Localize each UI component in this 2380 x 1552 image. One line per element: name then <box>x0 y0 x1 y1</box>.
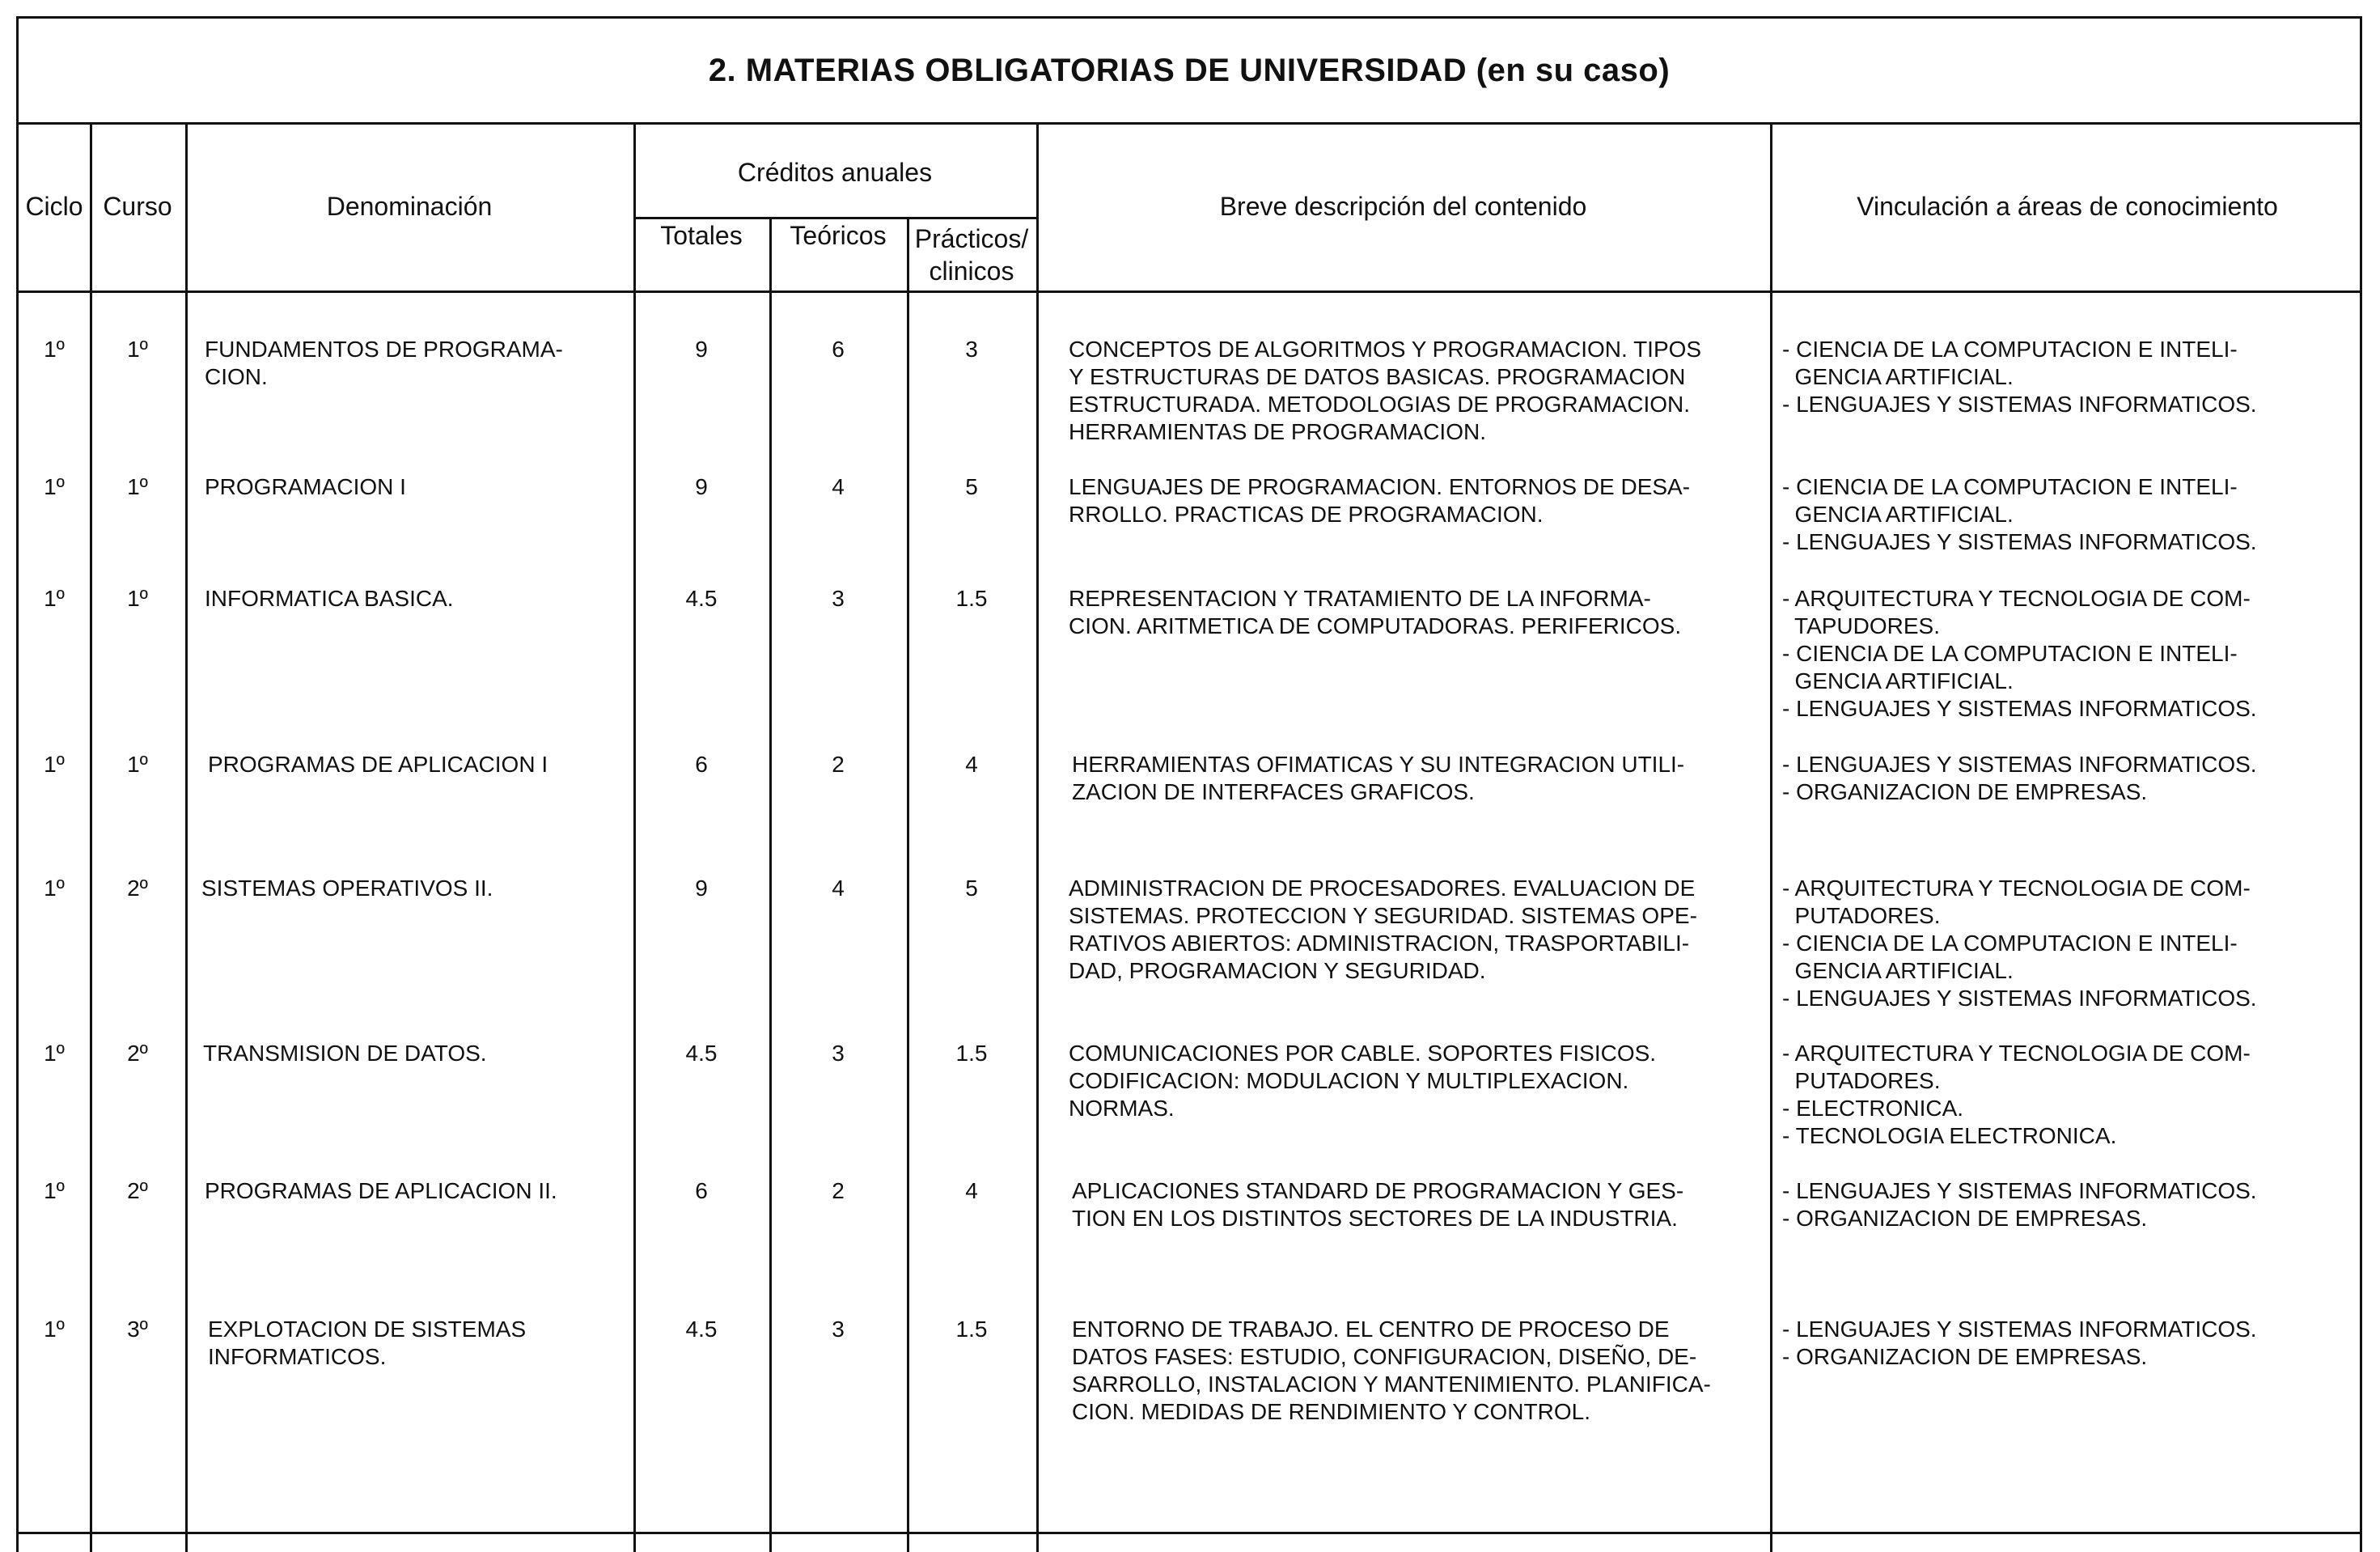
cell-denominacion: SISTEMAS OPERATIVOS II. <box>201 876 493 901</box>
cell-teoricos: 3 <box>832 1041 845 1066</box>
cell-denominacion: INFORMATICA BASICA. <box>205 586 454 611</box>
cell-teoricos: 3 <box>832 1317 845 1342</box>
cell-teoricos: 4 <box>832 474 845 499</box>
cell-descripcion: ADMINISTRACION DE PROCESADORES. EVALUACION DE SISTEMAS. PROTECCION Y SEGURIDAD. SISTEMAS OPE- RATIVOS ABIERTOS: ADMINISTRACION, TRASPORTABILI- DAD, PROGRAMACION Y SEGURIDAD. <box>1069 876 1697 983</box>
cell-ciclo: 1º <box>44 876 65 901</box>
cell-vinculacion: - LENGUAJES Y SISTEMAS INFORMATICOS. - ORGANIZACION DE EMPRESAS. <box>1782 1317 2257 1369</box>
subjects-table <box>16 16 2362 1552</box>
cell-descripcion: CONCEPTOS DE ALGORITMOS Y PROGRAMACION. TIPOS Y ESTRUCTURAS DE DATOS BASICAS. PROGRAMACION ESTRUCTURADA. METODOLOGIAS DE PROGRAMACION. HERRAMIENTAS DE PROGRAMACION. <box>1069 337 1702 444</box>
cell-teoricos: 6 <box>832 337 845 362</box>
cell-curso: 1º <box>127 337 148 362</box>
cell-ciclo: 1º <box>44 752 65 777</box>
cell-practicos: 5 <box>965 876 978 901</box>
header-totales: Totales <box>660 221 743 250</box>
cell-descripcion: REPRESENTACION Y TRATAMIENTO DE LA INFORMA- CION. ARITMETICA DE COMPUTADORAS. PERIFERICOS. <box>1069 586 1682 638</box>
col-divider <box>185 122 188 1552</box>
cell-curso: 2º <box>127 1041 148 1066</box>
cell-vinculacion: - CIENCIA DE LA COMPUTACION E INTELI- GENCIA ARTIFICIAL. - LENGUAJES Y SISTEMAS INFORMATICOS. <box>1782 337 2257 417</box>
cell-curso: 2º <box>127 1178 148 1203</box>
cell-totales: 4.5 <box>685 1041 718 1066</box>
cell-totales: 4.5 <box>685 586 718 611</box>
cell-curso: 1º <box>127 752 148 777</box>
cell-teoricos: 2 <box>832 1178 845 1203</box>
header-bottom-divider <box>19 290 2360 293</box>
cell-ciclo: 1º <box>44 337 65 362</box>
header-curso: Curso <box>103 192 172 221</box>
cell-denominacion: EXPLOTACION DE SISTEMAS INFORMATICOS. <box>208 1317 527 1369</box>
cell-denominacion: PROGRAMAS DE APLICACION I <box>208 752 548 777</box>
header-vinculacion: Vinculación a áreas de conocimiento <box>1857 192 2278 221</box>
cell-practicos: 5 <box>965 474 978 499</box>
cell-descripcion: ENTORNO DE TRABAJO. EL CENTRO DE PROCESO DE DATOS FASES: ESTUDIO, CONFIGURACION, DISEÑO, DE- SARROLLO, INSTALACION Y MANTENIMIENTO. PLANIFICA- CION. MEDIDAS DE RENDIMIENTO Y CONTROL. <box>1072 1317 1711 1424</box>
header-denominacion: Denominación <box>326 192 493 221</box>
col-divider <box>1770 122 1772 1552</box>
cell-curso: 1º <box>127 586 148 611</box>
cell-vinculacion: - LENGUAJES Y SISTEMAS INFORMATICOS. - ORGANIZACION DE EMPRESAS. <box>1782 752 2257 804</box>
table-title-bar <box>19 19 2360 125</box>
cell-curso: 3º <box>127 1317 148 1342</box>
cell-curso: 2º <box>127 876 148 901</box>
table-title: 2. MATERIAS OBLIGATORIAS DE UNIVERSIDAD (en su caso) <box>708 52 1671 88</box>
cell-ciclo: 1º <box>44 1041 65 1066</box>
cell-ciclo: 1º <box>44 1317 65 1342</box>
cell-vinculacion: - ARQUITECTURA Y TECNOLOGIA DE COM- PUTADORES. - ELECTRONICA. - TECNOLOGIA ELECTRONICA. <box>1782 1041 2251 1148</box>
cell-practicos: 4 <box>965 1178 978 1203</box>
cell-denominacion: TRANSMISION DE DATOS. <box>203 1041 487 1066</box>
cell-practicos: 3 <box>965 337 978 362</box>
cell-totales: 6 <box>695 752 708 777</box>
cell-ciclo: 1º <box>44 586 65 611</box>
header-teoricos: Teóricos <box>790 221 887 250</box>
cell-practicos: 4 <box>965 752 978 777</box>
cell-denominacion: PROGRAMACION I <box>205 474 406 499</box>
cell-totales: 9 <box>695 337 708 362</box>
cell-practicos: 1.5 <box>955 1041 988 1066</box>
cell-descripcion: HERRAMIENTAS OFIMATICAS Y SU INTEGRACION UTILI- ZACION DE INTERFACES GRAFICOS. <box>1072 752 1685 804</box>
cell-vinculacion: - CIENCIA DE LA COMPUTACION E INTELI- GENCIA ARTIFICIAL. - LENGUAJES Y SISTEMAS INFORMATICOS. <box>1782 474 2257 554</box>
cell-teoricos: 3 <box>832 586 845 611</box>
col-divider <box>1036 122 1039 1552</box>
cell-totales: 9 <box>695 876 708 901</box>
cell-totales: 9 <box>695 474 708 499</box>
cell-denominacion: FUNDAMENTOS DE PROGRAMA- CION. <box>205 337 563 389</box>
cell-descripcion: APLICACIONES STANDARD DE PROGRAMACION Y GES- TION EN LOS DISTINTOS SECTORES DE LA INDUSTRIA. <box>1072 1178 1684 1231</box>
cell-vinculacion: - ARQUITECTURA Y TECNOLOGIA DE COM- PUTADORES. - CIENCIA DE LA COMPUTACION E INTELI- GENCIA ARTIFICIAL. - LENGUAJES Y SISTEMAS INFORMATICOS. <box>1782 876 2257 1011</box>
cell-vinculacion: - ARQUITECTURA Y TECNOLOGIA DE COM- TAPUDORES. - CIENCIA DE LA COMPUTACION E INTELI- GENCIA ARTIFICIAL. - LENGUAJES Y SISTEMAS INFORMATICOS. <box>1782 586 2257 721</box>
cell-ciclo: 1º <box>44 1178 65 1203</box>
header-practicos: Prácticos/ clinicos <box>914 224 1029 286</box>
cell-practicos: 1.5 <box>955 1317 988 1342</box>
header-ciclo: Ciclo <box>25 192 83 221</box>
cell-descripcion: COMUNICACIONES POR CABLE. SOPORTES FISICOS. CODIFICACION: MODULACION Y MULTIPLEXACION. NORMAS. <box>1069 1041 1657 1121</box>
cell-curso: 1º <box>127 474 148 499</box>
cell-practicos: 1.5 <box>955 586 988 611</box>
header-descripcion: Breve descripción del contenido <box>1219 192 1587 221</box>
cell-teoricos: 4 <box>832 876 845 901</box>
cell-vinculacion: - LENGUAJES Y SISTEMAS INFORMATICOS. - ORGANIZACION DE EMPRESAS. <box>1782 1178 2257 1231</box>
cell-denominacion: PROGRAMAS DE APLICACION II. <box>205 1178 557 1203</box>
cell-teoricos: 2 <box>832 752 845 777</box>
cell-descripcion: LENGUAJES DE PROGRAMACION. ENTORNOS DE DESA- RROLLO. PRACTICAS DE PROGRAMACION. <box>1069 474 1691 527</box>
cell-totales: 4.5 <box>685 1317 718 1342</box>
header-creditos: Créditos anuales <box>737 158 933 187</box>
cell-ciclo: 1º <box>44 474 65 499</box>
cell-totales: 6 <box>695 1178 708 1203</box>
table-bottom-rule <box>19 1532 2360 1534</box>
